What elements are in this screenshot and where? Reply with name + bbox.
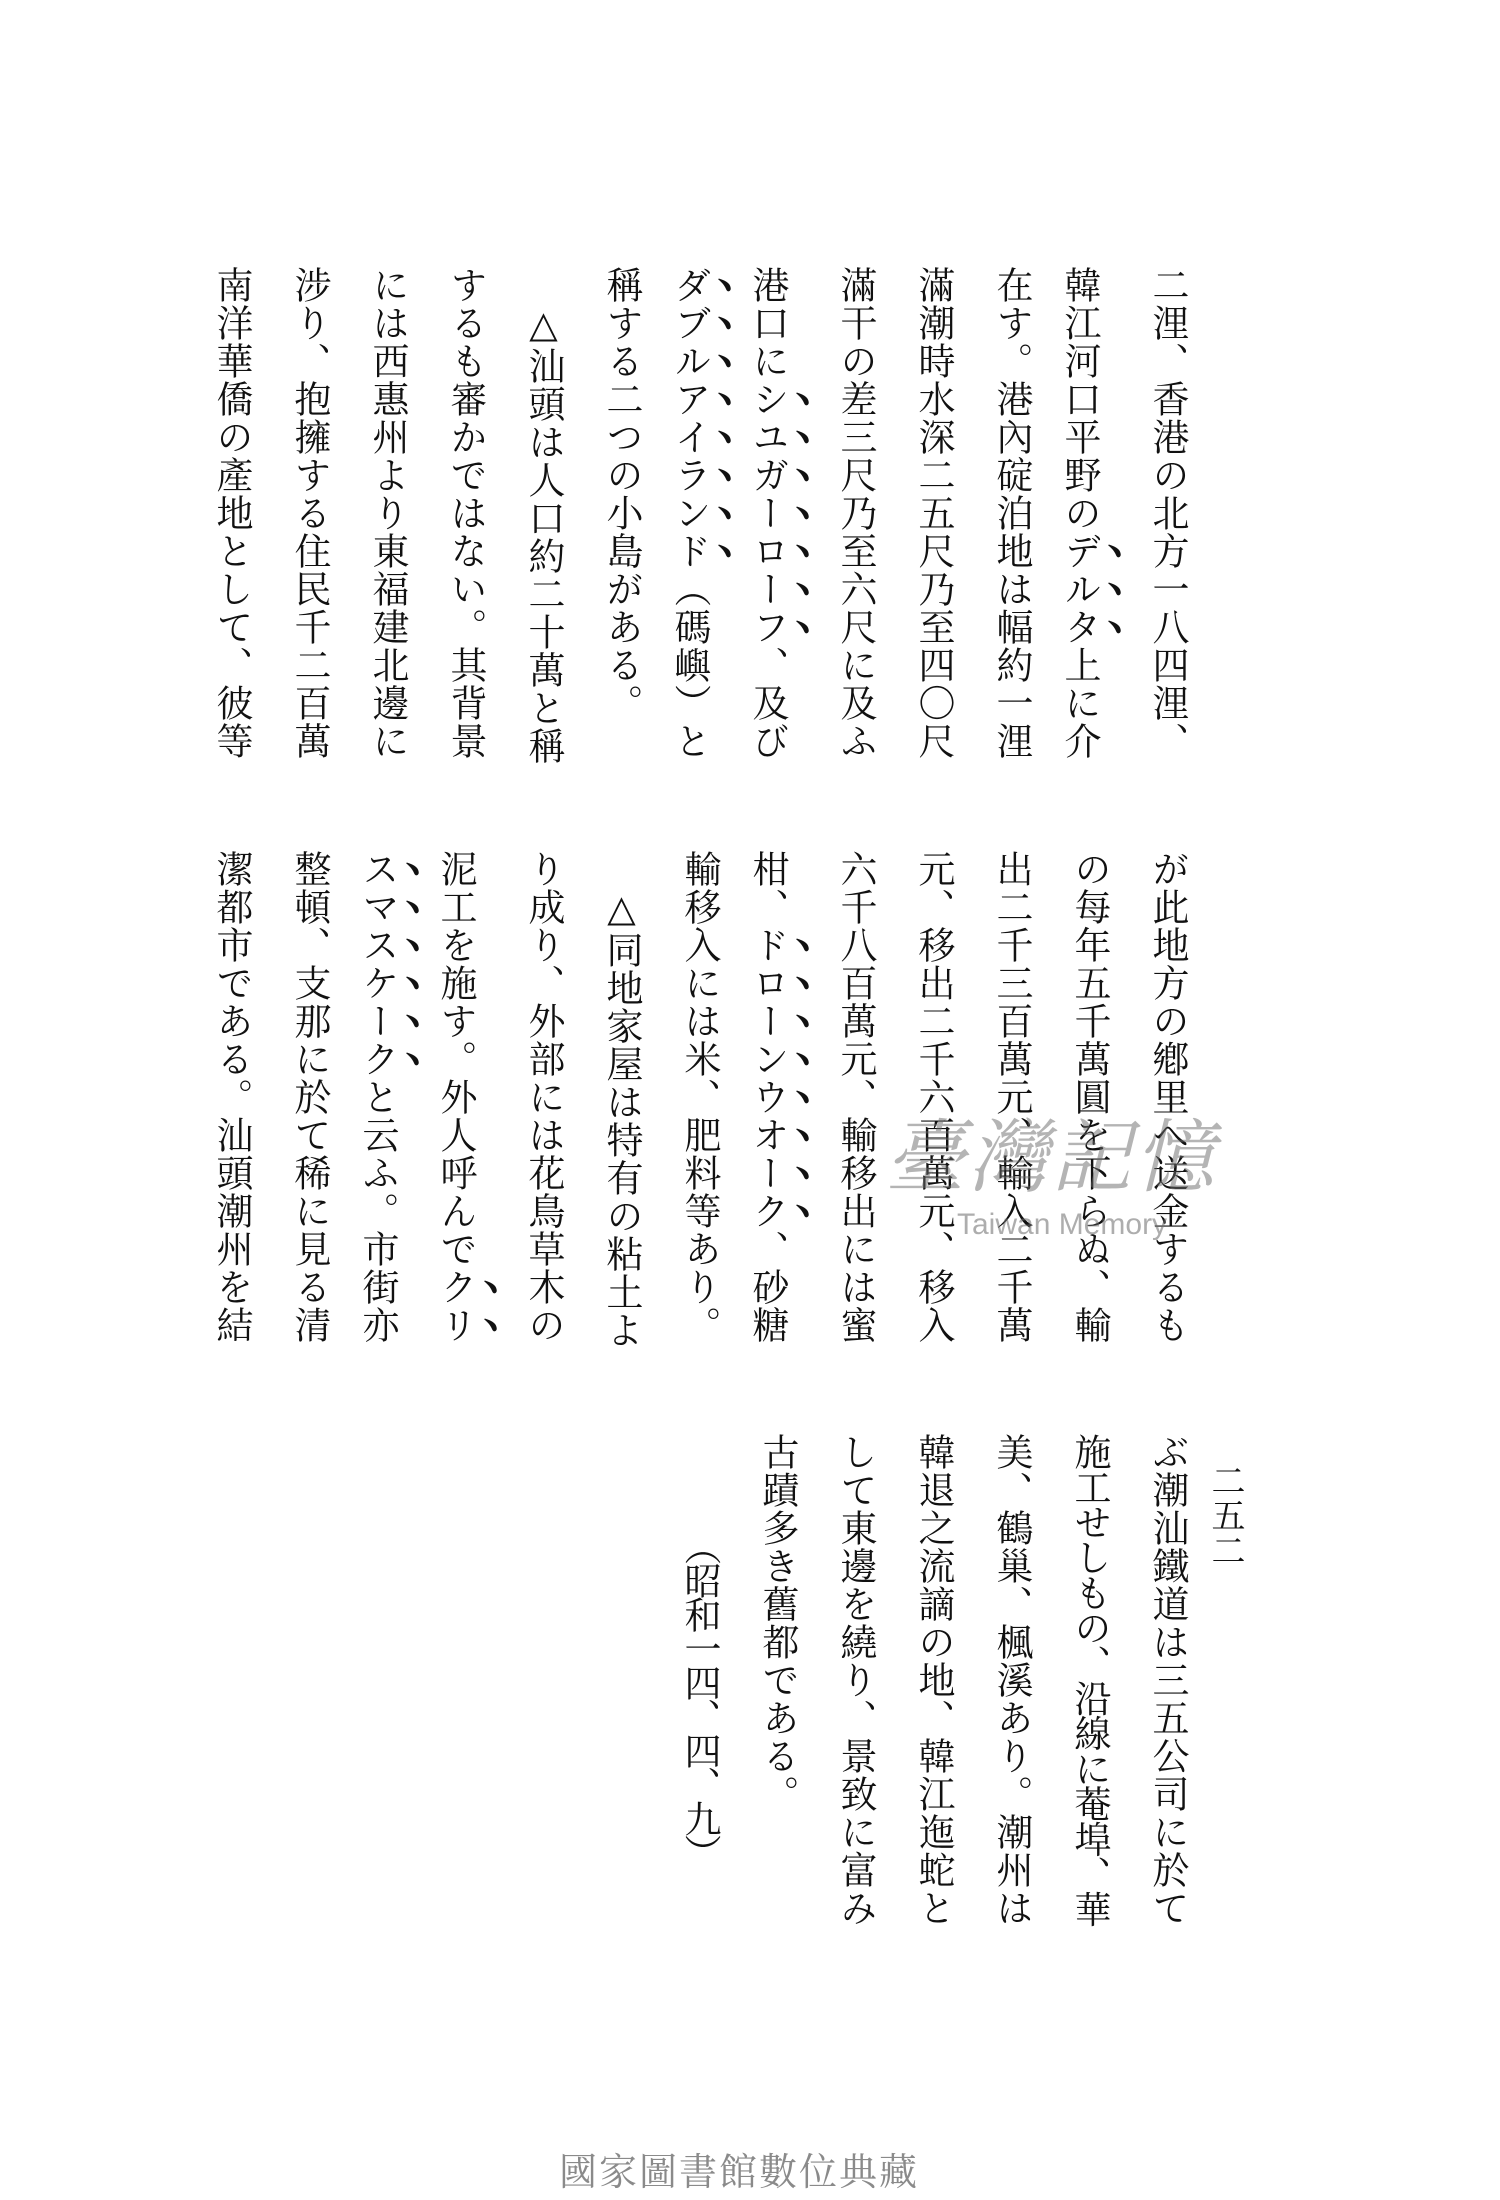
text-column: 滿干の差三尺乃至六尺に及ふ <box>834 266 877 760</box>
text-column: 在す。港內碇泊地は幅約一浬 <box>990 266 1033 760</box>
text-column: 稱する二つの小島がある。 <box>600 266 643 722</box>
text-column <box>738 850 816 1390</box>
emphasized-text: ダブルアイランド <box>668 266 711 570</box>
text-block-upper <box>192 266 1206 806</box>
text-segment: と云ふ。市街亦 <box>356 1078 399 1344</box>
emphasized-text: デルタ <box>1058 532 1101 646</box>
text-segment: 上に介 <box>1058 646 1101 760</box>
text-column: ぶ潮汕鐵道は三五公司に於て <box>1146 1433 1189 1927</box>
text-column: 涉り、抱擁する住民千二百萬 <box>288 266 331 760</box>
text-block-middle <box>192 850 1206 1390</box>
text-column: して東邊を繞り、景致に富み <box>834 1433 877 1927</box>
text-segment: 、及び <box>746 646 789 760</box>
paragraph-start-column: △汕頭は人口約二十萬と稱 <box>522 303 565 765</box>
text-column <box>660 266 738 806</box>
watermark-logo-text: 臺灣記憶 <box>885 1111 1217 1204</box>
text-segment: 、砂糖 <box>746 1230 789 1344</box>
text-column: 六千八百萬元、輸移出には蜜 <box>834 850 877 1344</box>
text-column <box>348 850 426 1390</box>
text-column: 古蹟多き舊都である。 <box>756 1433 799 1813</box>
paragraph-start-column: △同地家屋は特有の粘土よ <box>600 887 643 1349</box>
text-column: 整頓、支那に於て稀に見る清 <box>288 850 331 1344</box>
text-column <box>738 266 816 806</box>
text-column: 元、移出二千六百萬元、移入 <box>912 850 955 1344</box>
text-column: するも審かではない。其背景 <box>444 266 487 760</box>
text-column: 輸移入には米、肥料等あり。 <box>678 850 721 1344</box>
text-column: には西惠州より東福建北邊に <box>366 266 409 760</box>
emphasized-text: スマスケーク <box>356 850 399 1078</box>
text-column: 施工せしもの、沿線に菴埠、華 <box>1068 1433 1111 1926</box>
text-column <box>426 850 504 1390</box>
text-column: り成り、外部には花鳥草木の <box>522 850 565 1344</box>
page-number: 二五二 <box>1205 1463 1245 1568</box>
text-segment: （碼嶼）と <box>668 570 711 760</box>
text-segment: 柑、 <box>746 850 789 926</box>
text-segment: 港口に <box>746 266 789 380</box>
footer-collection-label: 國家圖書館數位典藏 <box>558 2150 919 2194</box>
emphasized-text: クリ <box>434 1268 477 1344</box>
text-column: が此地方の鄕里へ送金するも <box>1146 850 1189 1344</box>
text-column: の每年五千萬圓を下らぬ、輸 <box>1068 850 1111 1344</box>
emphasized-text: シユガーローフ <box>746 380 789 646</box>
text-segment: 泥工を施す。外人呼んで <box>434 850 477 1268</box>
text-block-lower <box>192 1433 1206 1973</box>
text-segment: 韓江河口平野の <box>1058 266 1101 532</box>
text-column: 美、鶴巢、楓溪あり。潮州は <box>990 1433 1033 1927</box>
text-column: 韓退之流謫の地、韓江迤蛇と <box>912 1433 955 1927</box>
text-column: 南洋華僑の產地として、彼等 <box>210 266 253 760</box>
text-column: 潔都市である。汕頭潮州を結 <box>210 850 253 1344</box>
text-column: 出二千三百萬元、輸入二千萬 <box>990 850 1033 1344</box>
watermark-logo-subtext: Taiwan Memory <box>957 1208 1168 1241</box>
date-note: （昭和一四、四、九） <box>678 1528 721 1868</box>
text-column: 滿潮時水深二五尺乃至四〇尺 <box>912 266 955 760</box>
emphasized-text: ドローンウオーク <box>746 926 789 1230</box>
text-column <box>1050 266 1128 806</box>
text-column: 二浬、香港の北方一八四浬、 <box>1146 266 1189 760</box>
